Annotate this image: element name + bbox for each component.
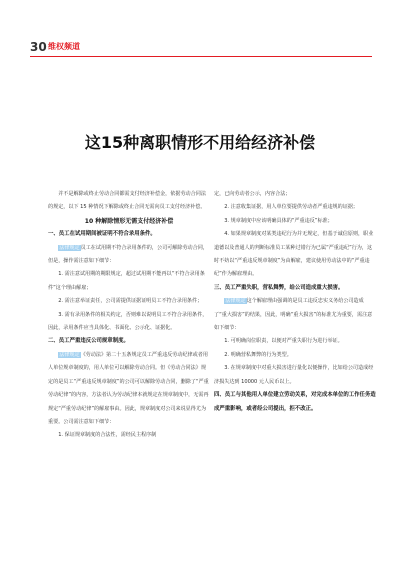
subheading-4: 四、员工与其他用人单位建立劳动关系，对完成本单位的工作任务造成严重影响，或者经公司提出，拒不改正。 — [214, 392, 376, 412]
paragraph-text: 这个解雇理由强调的是员工违反忠实义务给公司造成了“重大损害”的结果，因此，明确“重大损害”的标准尤为重要，需注意如下细节： — [214, 298, 373, 332]
law-tag: 法律规定 — [59, 244, 80, 251]
paragraph — [214, 295, 376, 335]
paragraph: 4. 如果规章制度对某类违纪行为并无规定，但基于诚信原则，职业道德以及普通人的判断标准员工某种过错行为已属“严重违纪”行为，这时不妨以“严重违反规章制度”为由解雇，建议使用劳动法中的“严重违纪”作为解雇理由。 — [214, 231, 374, 278]
left-column — [48, 188, 210, 443]
right-column — [214, 188, 376, 416]
paragraph: 3. 在规章制度中对重大损害进行量化以便操作，比如给公司造成经济损失达到 10000 元人民币以上。 — [214, 365, 374, 385]
section-label: 维权频道 — [48, 42, 80, 51]
paragraph: 2. 明确营私舞弊的行为类型。 — [224, 351, 292, 358]
paragraph-text: 员工在试用期不符合录用条件的，公司可解除劳动合同，但是，操作需注意如下细节： — [48, 244, 208, 265]
page-number: 30 — [30, 40, 47, 54]
paragraph: 1. 保证规章制度的合法性，需经民主程序制 — [58, 432, 157, 439]
paragraph-text: 《劳动法》第二十五条规定员工严重违反劳动纪律或者用人单位规章制度的，用人单位可以解除劳动合同。但《劳动合同法》规定的是员工“严重违反规章制度”的公司可以解除劳动合同，删除了“严重劳动纪律”的内容，方法者认为劳动纪律本就规定在规章制度中，无需再规定“严重劳动纪律”的解雇事由。因此，规章制度对公司来说显得尤为重要。公司需注意如下细节： — [48, 351, 209, 425]
paragraph: 2. 需注意举证责任，公司需提供证据证明员工不符合录用条件； — [58, 298, 203, 305]
article-title: 这15种离职情形不用给经济补偿 — [84, 133, 316, 152]
paragraph: 2. 注意收集证据，用人单位要提供劳动者严重违规的证据； — [224, 204, 359, 211]
paragraph: 定，已向劳动者公示，内容合法； — [214, 191, 291, 197]
paragraph: 1. 需注意试用期的期限规定，超过试用期不能再以“不符合录用条件”这个理由解雇； — [48, 271, 205, 291]
subheading-2: 二、员工严重违反公司规章制度。 — [48, 338, 129, 345]
law-tag: 法律规定 — [59, 351, 80, 358]
subheading-1: 一、员工在试用期间被证明不符合录用条件。 — [48, 231, 156, 238]
header-divider — [30, 56, 372, 57]
law-tag: 法律规定 — [225, 298, 246, 305]
subheading-3: 三、员工严重失职，营私舞弊，给公司造成重大损害。 — [214, 284, 344, 291]
paragraph: 3. 规章制度中应该明确具体的“严重违反”标准； — [224, 217, 333, 224]
paragraph — [48, 242, 210, 269]
intro-paragraph: 并不是解除或终止劳动合同都需支付经济补偿金，依据劳动合同法的规定，以下 15 种情况下解除或终止合同无需向员工支付经济补偿。 — [48, 191, 206, 211]
paragraph — [48, 349, 210, 429]
section-heading: 10 种解除情形无需支付经济补偿 — [84, 217, 174, 225]
page-header — [0, 0, 400, 60]
paragraph: 1. 可明确岗位职责，以便对严重失职行为进行举证。 — [224, 338, 343, 345]
paragraph: 3. 需有录用条件的相关约定，否则难以说明员工不符合录用条件，因此，录用条件应当具体化、书面化、公示化、证据化。 — [48, 311, 208, 332]
